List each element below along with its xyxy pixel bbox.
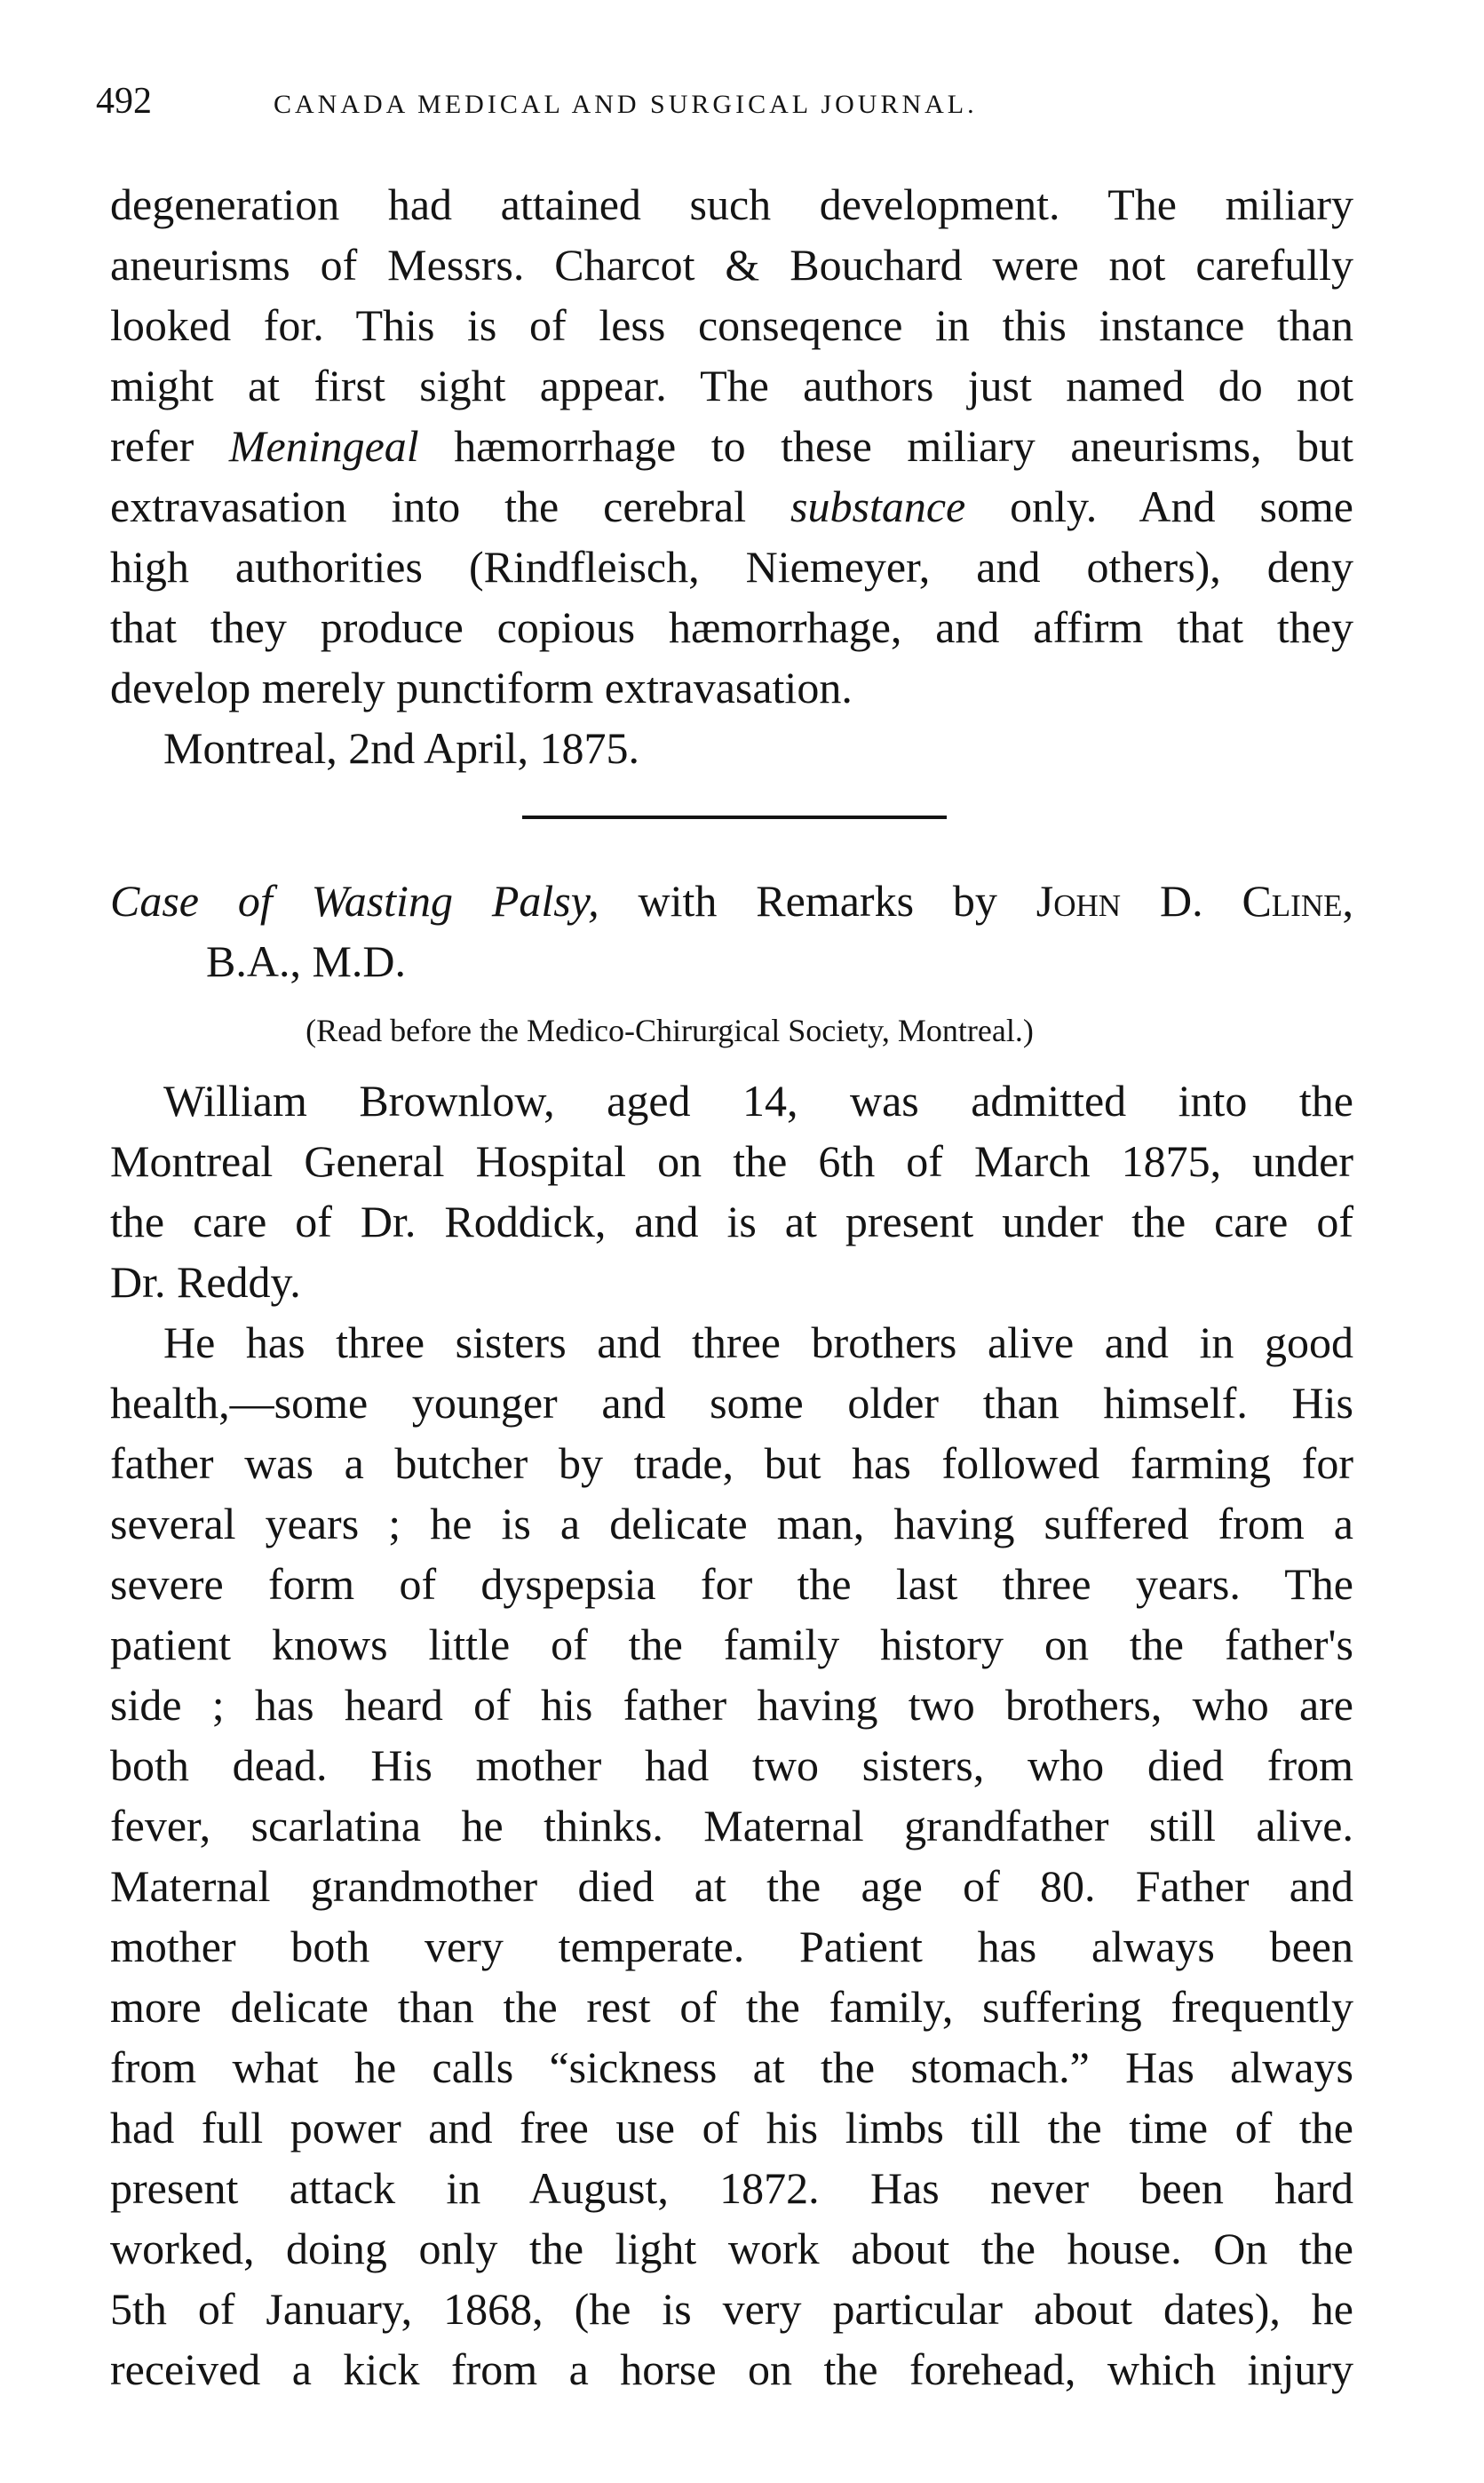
text-segment: refer [110, 421, 229, 471]
body-line: father was a butcher by trade, but has followed farming for [110, 1438, 1353, 1488]
body-line: He has three sisters and three brothers alive and in good [163, 1317, 1353, 1367]
text-segment: extravasation into the cerebral [110, 481, 791, 531]
preceding-article-ending [110, 174, 1353, 778]
read-note-text: (Read before the Medico-Chirurgical Society, Montreal.) [306, 1013, 1034, 1048]
body-line: present attack in August, 1872. Has never been hard [110, 2163, 1353, 2213]
text-segment: hæmorrhage to these miliary aneurisms, but [418, 421, 1353, 471]
body-line: degeneration had attained such development. The miliary [110, 179, 1353, 229]
section-divider [522, 816, 947, 819]
article-title-text: with Remarks by [599, 876, 1036, 926]
body-line: had full power and free use of his limbs till the time of the [110, 2103, 1353, 2153]
body-line: Dr. Reddy. [110, 1257, 301, 1307]
dateline: Montreal, 2nd April, 1875. [163, 723, 640, 773]
read-note [110, 1008, 1353, 1053]
article-title-line [110, 871, 1353, 931]
body-line: develop merely punctiform extravasation. [110, 663, 853, 712]
body-line: more delicate than the rest of the family, suffering frequently [110, 1982, 1353, 2032]
body-line: Montreal General Hospital on the 6th of March 1875, under [110, 1136, 1353, 1186]
italic-word: Meningeal [228, 421, 419, 471]
body-line: severe form of dyspepsia for the last three years. The [110, 1559, 1353, 1609]
author-name: John D. Cline, [1036, 876, 1353, 926]
italic-word: substance [790, 481, 966, 531]
text-segment: only. And some [965, 481, 1353, 531]
body-line: patient knows little of the family history on the father's [110, 1620, 1353, 1669]
article-title-italic: Case of Wasting Palsy, [110, 876, 599, 926]
body-line: William Brownlow, aged 14, was admitted into the [163, 1076, 1353, 1126]
body-line-with-italic [110, 476, 1353, 537]
body-line: from what he calls “sickness at the stomach.” Has always [110, 2042, 1353, 2092]
body-line: that they produce copious hæmorrhage, and affirm that they [110, 602, 1353, 652]
author-degrees: B.A., M.D. [206, 936, 407, 986]
article-title [110, 871, 1353, 991]
body-line: 5th of January, 1868, (he is very particular about dates), he [110, 2284, 1353, 2334]
body-line: aneurisms of Messrs. Charcot & Bouchard were not carefully [110, 240, 1353, 290]
body-line: Maternal grandmother died at the age of 80. Father and [110, 1861, 1353, 1911]
body-line: both dead. His mother had two sisters, who died from [110, 1740, 1353, 1790]
body-line: side ; has heard of his father having two brothers, who are [110, 1680, 1353, 1730]
body-line: looked for. This is of less conseqence in this instance than [110, 300, 1353, 350]
body-line: might at first sight appear. The authors just named do not [110, 361, 1353, 410]
running-title: CANADA MEDICAL AND SURGICAL JOURNAL. [274, 90, 978, 119]
article-paragraph-2 [110, 1312, 1353, 2399]
body-line: received a kick from a horse on the forehead, which injury [110, 2344, 1353, 2394]
body-line: mother both very temperate. Patient has always been [110, 1922, 1353, 1971]
body-line: several years ; he is a delicate man, having suffered from a [110, 1499, 1353, 1548]
page-header [96, 75, 1393, 128]
body-line: the care of Dr. Roddick, and is at present under the care of [110, 1197, 1353, 1246]
body-line: worked, doing only the light work about the house. On the [110, 2224, 1353, 2273]
body-line: health,—some younger and some older than himself. His [110, 1378, 1353, 1428]
body-line-with-italic [110, 416, 1353, 476]
article-paragraph-1 [110, 1070, 1353, 1312]
page-number: 492 [96, 81, 152, 122]
body-line: fever, scarlatina he thinks. Maternal grandfather still alive. [110, 1801, 1353, 1850]
body-line: high authorities (Rindfleisch, Niemeyer, and others), deny [110, 542, 1353, 592]
